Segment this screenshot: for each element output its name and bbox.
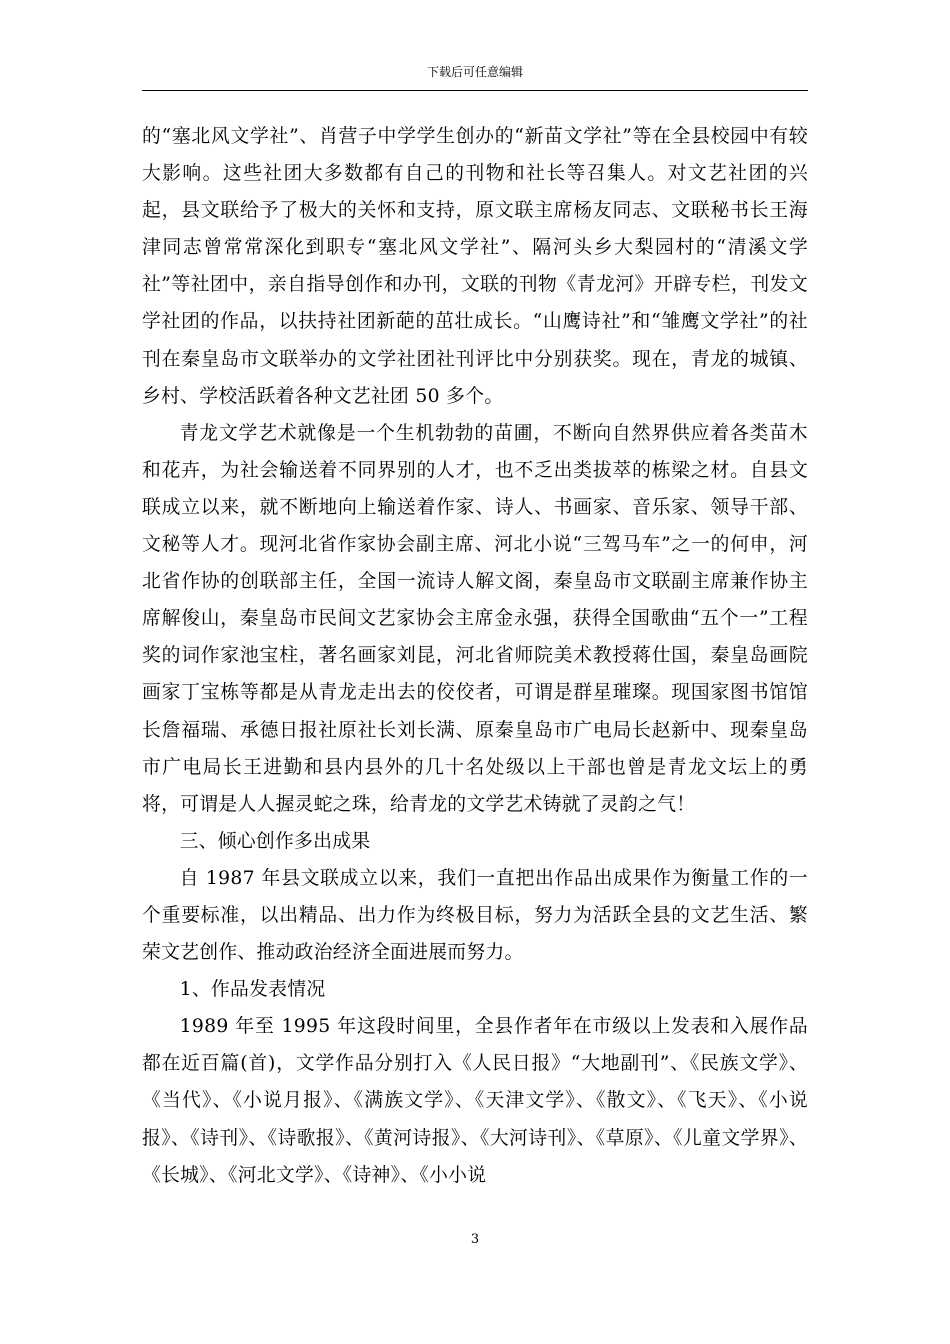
page-header: 下载后可任意编辑	[426, 65, 523, 79]
paragraph-2: 青龙文学艺术就像是一个生机勃勃的苗圃，不断向自然界供应着各类苗木和花卉，为社会输送着不同界别的人才，也不乏出类拔萃的栋梁之材。自县文联成立以来，就不断地向上输送着作家、诗人、书画家、音乐家、领导干部、文秘等人才。现河北省作家协会副主席、河北小说“三驾马车”之一的何申，河北省作协的创联部主任，全国一流诗人解文阁，秦皇岛市文联副主席兼作协主席解俊山，秦皇岛市民间文艺家协会主席金永强，获得全国歌曲“五个一”工程奖的词作家池宝柱，著名画家刘昆，河北省师院美术教授蒋仕国，秦皇岛画院画家丁宝栋等都是从青龙走出去的佼佼者，可谓是群星璀璨。现国家图书馆馆长詹福瑞、承德日报社原社长刘长满、原秦皇岛市广电局长赵新中、现秦皇岛市广电局长王进勤和县内县外的几十名处级以上干部也曾是青龙文坛上的勇将，可谓是人人握灵蛇之珠，给青龙的文学艺术铸就了灵韵之气！	[142, 422, 808, 815]
subsection-heading: 1、作品发表情况	[179, 979, 326, 1001]
paragraph-4: 1989 年至 1995 年这段时间里，全县作者年在市级以上发表和入展作品都在近百篇(首)，文学作品分别打入《人民日报》“大地副刊”、《民族文学》、《当代》、《小说月报》、《满族文学》、《天津文学》、《散文》、《飞天》、《小说报》、《诗刊》、《诗歌报》、《黄河诗报》、《大河诗刊》、《草原》、《儿童文学界》、《长城》、《河北文学》、《诗神》、《小小说	[142, 1016, 808, 1186]
section-heading: 三、倾心创作多出成果	[179, 830, 371, 852]
header-divider	[142, 90, 808, 91]
document-body	[142, 118, 808, 1194]
page-number: 3	[470, 1232, 480, 1247]
paragraph-3: 自 1987 年县文联成立以来，我们一直把出作品出成果作为衡量工作的一个重要标准，以出精品、出力作为终极目标，努力为活跃全县的文艺生活、繁荣文艺创作、推动政治经济全面进展而努力。	[142, 867, 808, 964]
paragraph-1: 的“塞北风文学社”、肖营子中学学生创办的“新苗文学社”等在全县校园中有较大影响。这些社团大多数都有自己的刊物和社长等召集人。对文艺社团的兴起，县文联给予了极大的关怀和支持，原文联主席杨友同志、文联秘书长王海津同志曾常常深化到职专“塞北风文学社”、隔河头乡大梨园村的“清溪文学社”等社团中，亲自指导创作和办刊，文联的刊物《青龙河》开辟专栏，刊发文学社团的作品，以扶持社团新葩的茁壮成长。“山鹰诗社”和“雏鹰文学社”的社刊在秦皇岛市文联举办的文学社团社刊评比中分别获奖。现在，青龙的城镇、乡村、学校活跃着各种文艺社团 50 多个。	[142, 126, 808, 407]
